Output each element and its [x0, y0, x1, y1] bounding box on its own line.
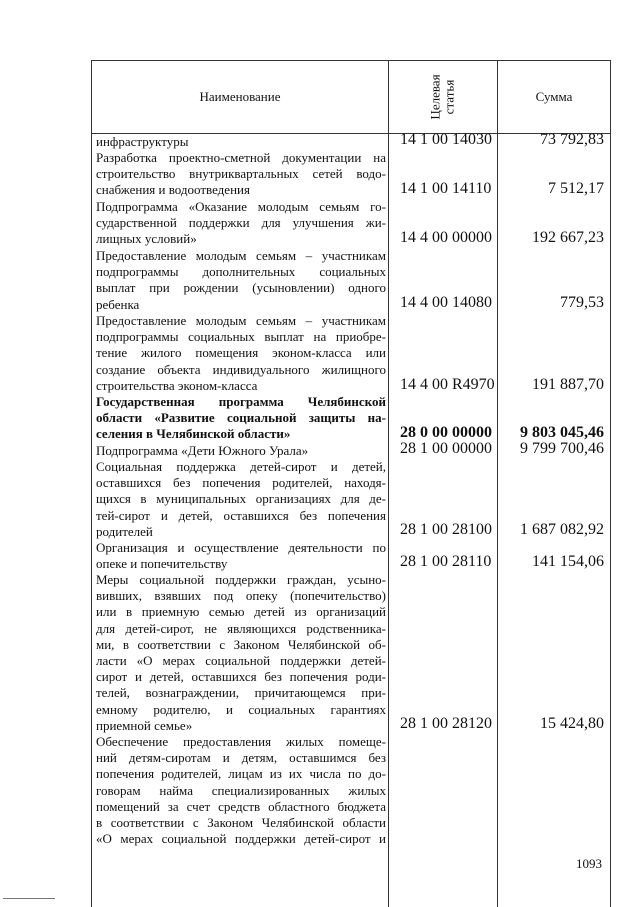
row-name-line: попечения родителей, лицам из их числа по до-: [96, 766, 386, 782]
table-body: [92, 131, 610, 907]
row-name-line: подпрограммы дополнительных социальных: [96, 264, 386, 280]
header-code-label-line1: Целевая: [427, 74, 443, 120]
row-name: [96, 540, 386, 572]
row-name-line: сирот и детей, оставшихся без попечения роди-: [96, 669, 386, 685]
row-name: [96, 150, 386, 199]
row-name-line: Предоставление молодым семьям – участникам: [96, 248, 386, 263]
row-code: 28 1 00 28110: [400, 553, 492, 570]
budget-table: [91, 60, 611, 907]
row-code: 14 1 00 14030: [400, 131, 492, 148]
row-name-line: селения в Челябинской области»: [96, 426, 291, 442]
row-code: 28 1 00 28100: [400, 521, 492, 538]
row-name-line: Меры социальной поддержки граждан, усыно-: [96, 572, 386, 587]
header-code-label-line2: статья: [441, 79, 457, 115]
row-name-line: лищных условий»: [96, 231, 197, 247]
row-name-line: емному родителю, и социальных гарантиях: [96, 701, 386, 717]
row-name-line: оставшихся без попечения родителей, находя-: [96, 475, 386, 491]
row-name-line: области «Развитие социальной защиты на-: [96, 410, 386, 426]
row-name-line: ребенка: [96, 296, 140, 312]
row-sum: 779,53: [560, 294, 604, 311]
row-name-line: подпрограммы социальных выплат на приобре-: [96, 329, 386, 345]
row-sum: 141 154,06: [532, 553, 604, 570]
row-name-line: инфраструктуры: [96, 134, 189, 149]
row-code: 28 1 00 00000: [400, 440, 492, 457]
row-sum: 7 512,17: [548, 180, 604, 197]
row-name: [96, 394, 386, 443]
row-sum: 1 687 082,92: [520, 521, 604, 538]
row-name-line: «О мерах социальной поддержки детей-сирот и: [96, 831, 386, 847]
row-code: 14 4 00 14080: [400, 294, 492, 311]
header-sum-label: Сумма: [535, 89, 573, 104]
header-sum: [498, 61, 610, 133]
row-name: [96, 572, 386, 734]
row-name: [96, 248, 386, 313]
header-code: [389, 61, 498, 133]
row-name-line: или в приемную семью детей из организаций: [96, 604, 386, 620]
row-name-line: ний детям-сиротам и детям, оставшимся без: [96, 750, 386, 766]
row-sum: 9 799 700,46: [520, 440, 604, 457]
row-name-line: говорам найма специализированных жилых: [96, 782, 386, 798]
row-name-line: тение жилого помещения эконом-класса или: [96, 345, 386, 361]
row-sum: 191 887,70: [532, 376, 604, 393]
row-code: 14 4 00 R4970: [400, 376, 495, 393]
row-name: [96, 134, 386, 150]
row-sum: 9 803 045,46: [520, 424, 604, 441]
row-name-line: создание объекта индивидуального жилищного: [96, 361, 386, 377]
row-name-line: родителей: [96, 523, 153, 539]
row-name: [96, 459, 386, 540]
row-code: 14 1 00 14110: [400, 180, 492, 197]
footer-rule: [3, 898, 55, 899]
row-name-line: ми, в соответствии с Законом Челябинской об-: [96, 636, 386, 652]
row-name-line: тей-сирот и детей, оставшихся без попечения: [96, 507, 386, 523]
row-name: [96, 313, 386, 394]
row-sum: 192 667,23: [532, 229, 604, 246]
row-name-line: строительства эконом-класса: [96, 377, 258, 393]
row-code: 28 0 00 00000: [400, 424, 492, 441]
header-name: [92, 61, 389, 133]
row-name-line: помещений за счет средств областного бюджета: [96, 798, 386, 814]
row-sum: 73 792,83: [540, 131, 604, 148]
row-name-line: вивших, взявших под опеку (попечительство): [96, 588, 386, 604]
row-name-line: Социальная поддержка детей-сирот и детей,: [96, 459, 386, 474]
row-code: 14 4 00 00000: [400, 229, 492, 246]
row-name-line: щихся в муниципальных организациях для де-: [96, 491, 386, 507]
row-name-line: Разработка проектно-сметной документации на: [96, 150, 386, 165]
row-name-line: в соответствии с Законом Челябинской области: [96, 814, 386, 830]
row-name-line: Обеспечение предоставления жилых помеще-: [96, 734, 386, 749]
row-sum: 15 424,80: [540, 715, 604, 732]
row-name: [96, 199, 386, 248]
table-header: [92, 61, 610, 134]
row-name-line: строительство внутриквартальных сетей водо-: [96, 166, 386, 182]
row-name-line: телей, вознаграждении, причитающемся при-: [96, 685, 386, 701]
row-name-line: ласти «О мерах социальной поддержки детей-: [96, 652, 386, 668]
row-name-line: снабжения и водоотведения: [96, 182, 250, 198]
row-name-line: выплат при рождении (усыновлении) одного: [96, 280, 386, 296]
row-name-line: Государственная программа Челябинской: [96, 394, 386, 409]
row-name-line: Подпрограмма «Дети Южного Урала»: [96, 443, 309, 458]
row-name-line: Подпрограмма «Оказание молодым семьям го-: [96, 199, 386, 214]
row-name-line: опеке и попечительству: [96, 556, 228, 572]
row-name: [96, 734, 386, 847]
row-name-line: сударственной поддержки для улучшения жи-: [96, 215, 386, 231]
column-divider: [388, 134, 389, 907]
header-name-label: Наименование: [199, 89, 281, 104]
row-name-line: Предоставление молодым семьям – участникам: [96, 313, 386, 328]
row-name-line: приемной семье»: [96, 717, 193, 733]
page-number: 1093: [576, 856, 602, 871]
row-name-line: для детей-сирот, не являющихся родственника-: [96, 620, 386, 636]
row-name-line: Организация и осуществление деятельности по: [96, 540, 386, 555]
column-divider: [497, 134, 498, 907]
row-name: [96, 443, 386, 459]
header-code-label: [429, 74, 457, 119]
row-code: 28 1 00 28120: [400, 715, 492, 732]
